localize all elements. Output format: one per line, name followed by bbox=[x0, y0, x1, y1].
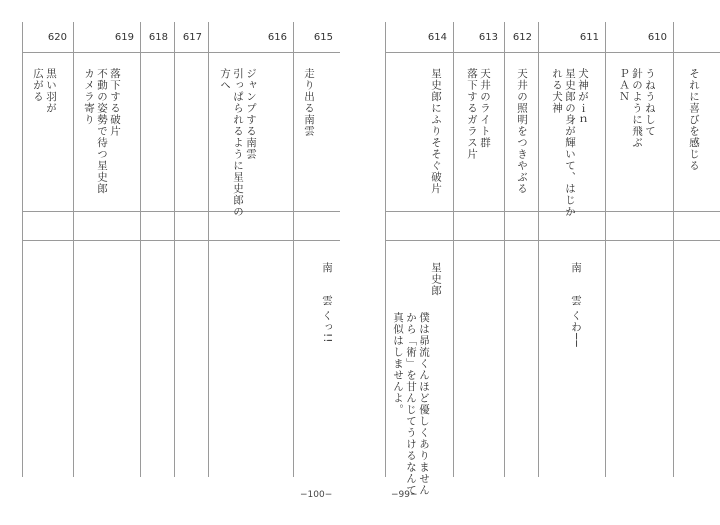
dialogue-text: 僕は昴流くんほど優しくありません から「術」を甘んじてうけるなんて 真似はしませんよ。 bbox=[392, 312, 430, 496]
page-number: −100− bbox=[300, 490, 333, 500]
column-divider bbox=[73, 22, 74, 477]
action-text: 走り出る南雲 bbox=[303, 68, 315, 137]
cut-number: 612 bbox=[512, 32, 532, 43]
speaker-name: 南 雲 bbox=[321, 262, 333, 312]
rule-top bbox=[385, 52, 720, 53]
column-divider bbox=[140, 22, 141, 477]
cut-number: 615 bbox=[313, 32, 333, 43]
action-text: 天井の照明をつきやぶる bbox=[516, 68, 528, 195]
cut-number: 611 bbox=[579, 32, 599, 43]
action-text: 天井のライト群 落下するガラス片 bbox=[466, 68, 491, 160]
cut-number: 616 bbox=[267, 32, 287, 43]
page-number: −99− bbox=[391, 490, 418, 500]
column-divider bbox=[605, 22, 606, 477]
action-text: 黒い羽が 広がる bbox=[32, 68, 57, 114]
cut-number: 619 bbox=[114, 32, 134, 43]
column-divider bbox=[504, 22, 505, 477]
action-text: 星史郎にふりそそぐ破片 bbox=[430, 68, 442, 195]
rule-dialogue-top bbox=[385, 240, 720, 241]
cut-number: 618 bbox=[148, 32, 168, 43]
speaker-name: 南 雲 bbox=[570, 262, 582, 312]
action-text: ジャンプする南雲 引っぱられるように星史郎の 方へ bbox=[219, 68, 257, 218]
column-divider bbox=[385, 22, 386, 477]
cut-number: 610 bbox=[647, 32, 667, 43]
action-text: 犬神がｉｎ 星史郎の身が輝いて、はじか れる犬神 bbox=[551, 68, 589, 218]
cut-number: 613 bbox=[478, 32, 498, 43]
column-divider bbox=[174, 22, 175, 477]
dialogue-text: くわ── bbox=[570, 310, 582, 348]
column-divider bbox=[22, 22, 23, 477]
cut-number: 620 bbox=[47, 32, 67, 43]
column-divider bbox=[208, 22, 209, 477]
left-page bbox=[0, 0, 340, 525]
action-text: それに喜びを感じる bbox=[688, 68, 700, 172]
speaker-name: 星史郎 bbox=[430, 262, 442, 297]
column-divider bbox=[538, 22, 539, 477]
column-divider bbox=[673, 22, 674, 477]
cut-number: 617 bbox=[182, 32, 202, 43]
cut-number: 614 bbox=[427, 32, 447, 43]
column-divider bbox=[453, 22, 454, 477]
action-text: 落下する破片 不動の姿勢で待つ星史郎 カメラ寄り bbox=[83, 68, 121, 195]
right-page bbox=[385, 0, 720, 525]
column-divider bbox=[293, 22, 294, 477]
action-text: うねうねして 針のように飛ぶ ＰＡＮ bbox=[618, 68, 656, 149]
dialogue-text: くっ!! bbox=[321, 310, 333, 344]
